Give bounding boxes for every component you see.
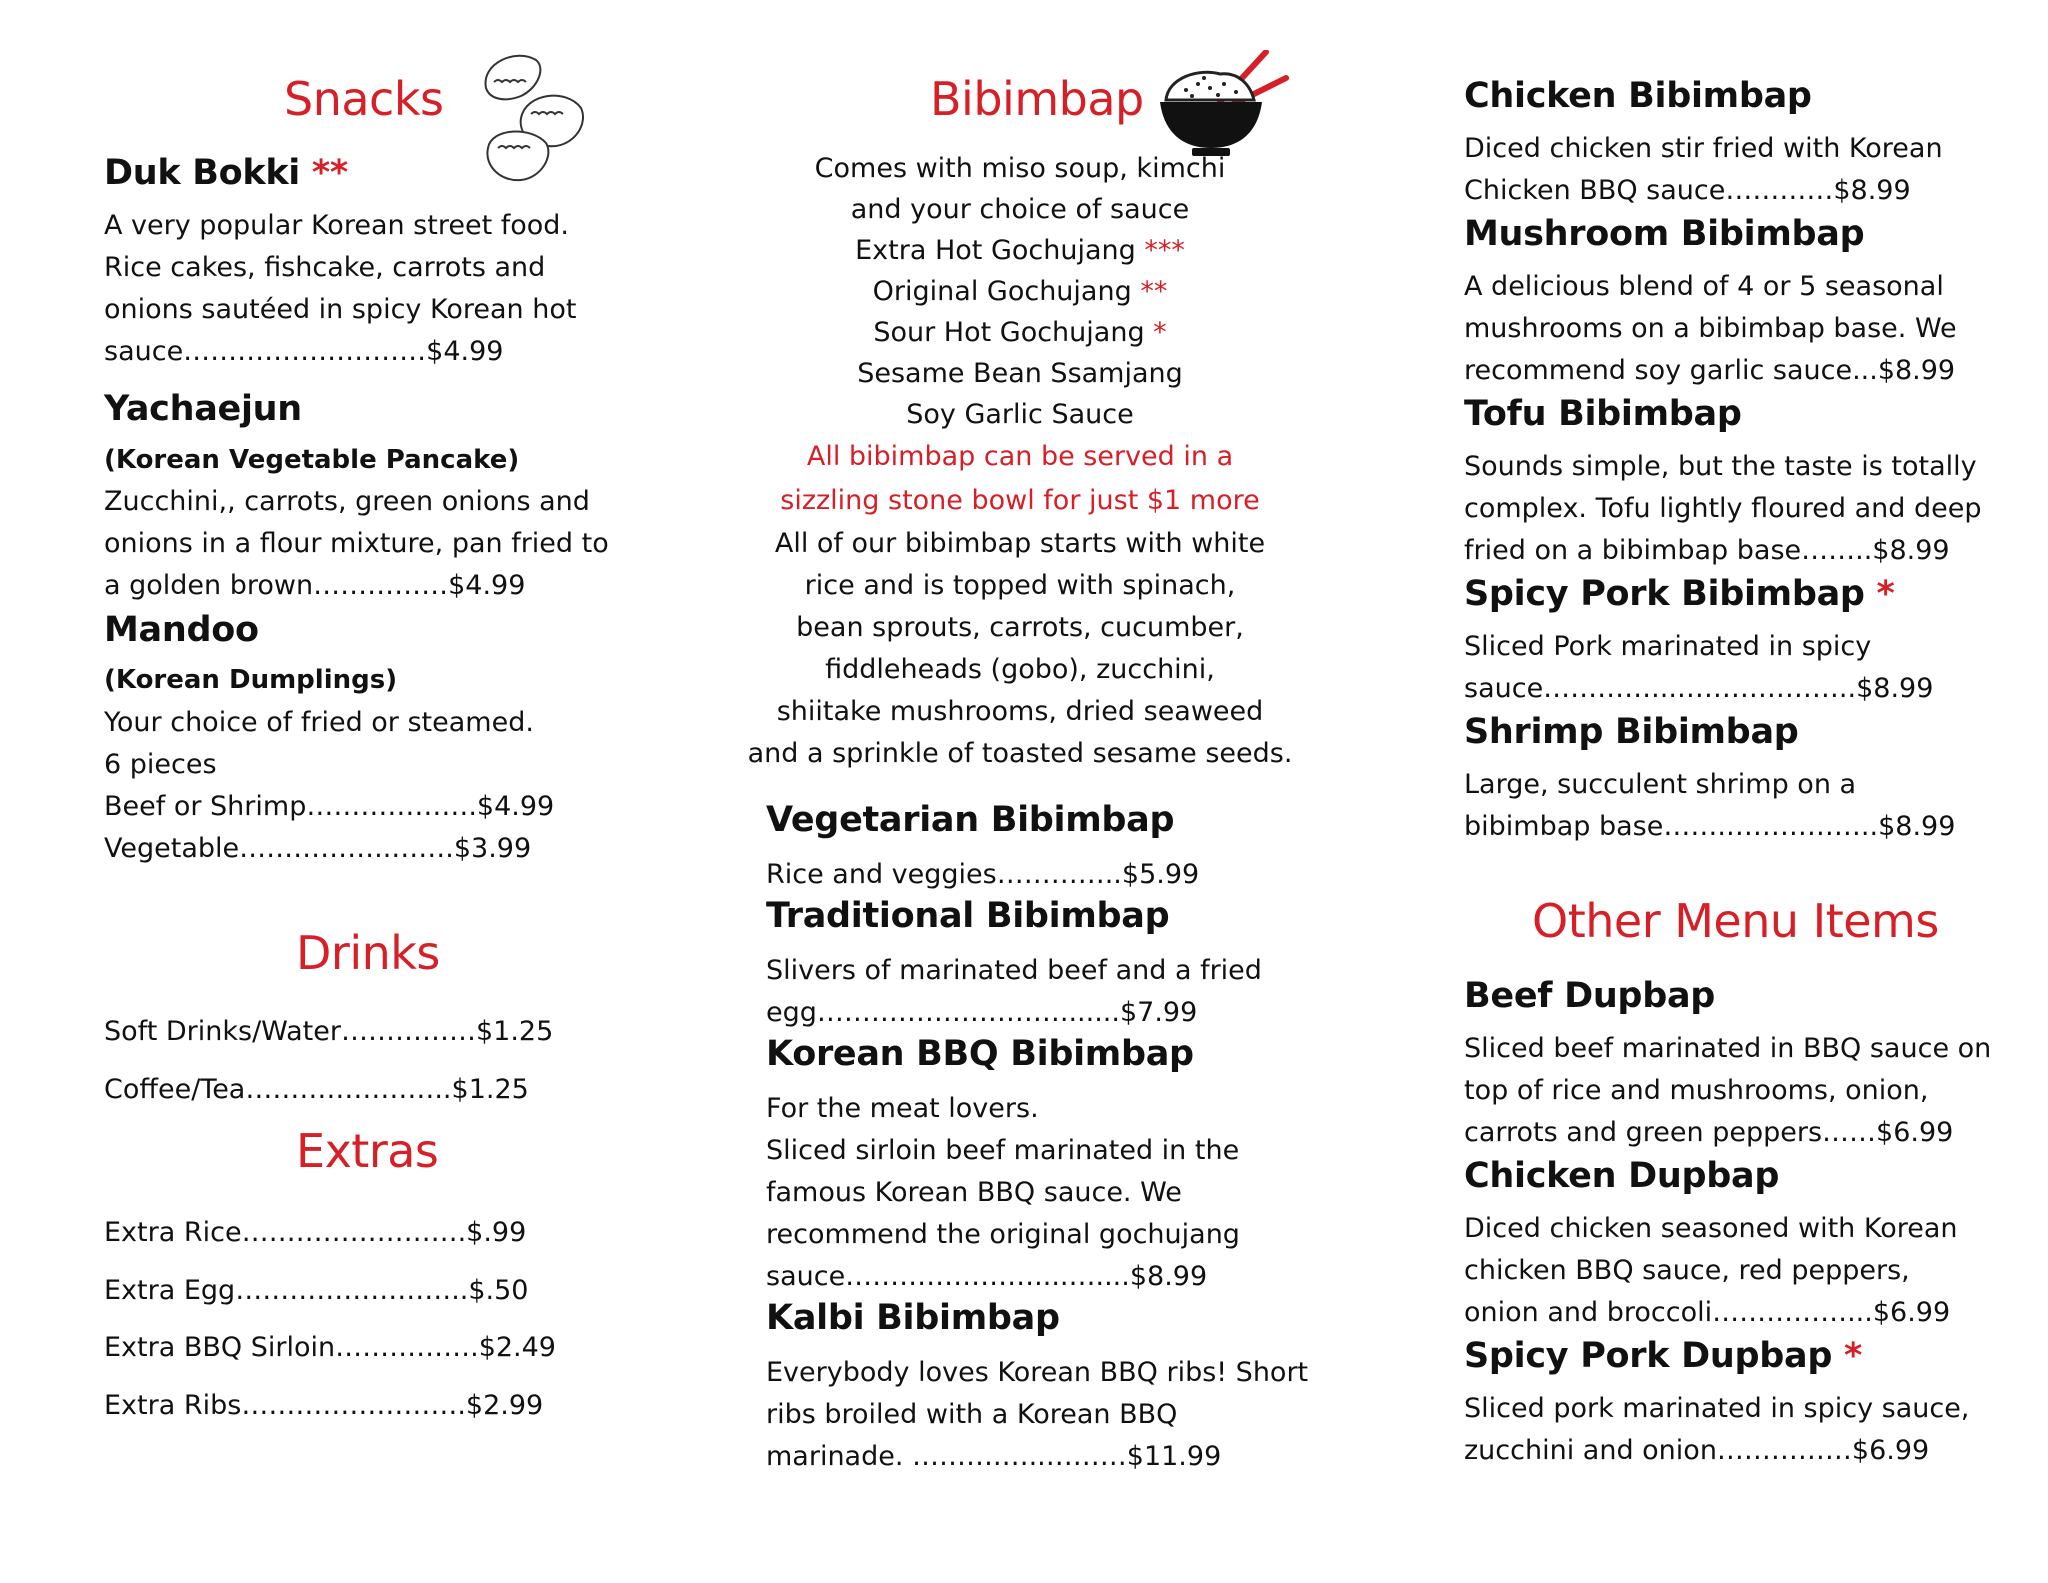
price-line: fried on a bibimbap base……..$8.99 xyxy=(1464,535,1950,566)
intro-text: Comes with miso soup, kimchi xyxy=(814,153,1226,184)
price-line: Extra Ribs…………………….$2.99 xyxy=(104,1389,544,1421)
price-line: Beef or Shrimp……………….$4.99 xyxy=(104,791,555,822)
beef-dupbap-title: Beef Dupbap xyxy=(1464,976,1716,1016)
price-line: egg……………………….......$7.99 xyxy=(766,997,1198,1028)
chicken-bibimbap-description xyxy=(1464,128,1943,212)
shrimp-bibimbap-title: Shrimp Bibimbap xyxy=(1464,712,1799,752)
spice-level: * xyxy=(1153,317,1167,348)
desc-line: A very popular Korean street food. xyxy=(104,210,569,241)
desc-line: top of rice and mushrooms, onion, xyxy=(1464,1075,1929,1106)
desc-line: Diced chicken stir fried with Korean xyxy=(1464,133,1943,164)
desc-line: 6 pieces xyxy=(104,749,217,780)
bibimbap-intro xyxy=(740,148,1300,775)
price-line: Rice and veggies…………..$5.99 xyxy=(766,859,1200,890)
price-line: Chicken BBQ sauce…………$8.99 xyxy=(1464,175,1911,206)
desc-line: Sliced sirloin beef marinated in the xyxy=(766,1135,1240,1166)
shrimp-bibimbap-description xyxy=(1464,764,1955,848)
spice-level: ** xyxy=(311,153,348,193)
vegetarian-bibimbap-title: Vegetarian Bibimbap xyxy=(766,800,1175,840)
desc-line: onions in a flour mixture, pan fried to xyxy=(104,528,609,559)
spicy-pork-bibimbap-name: Spicy Pork Bibimbap xyxy=(1464,574,1877,614)
tofu-bibimbap-description xyxy=(1464,446,1981,572)
intro-line xyxy=(740,189,1300,230)
extras-heading: Extras xyxy=(296,1124,439,1178)
spice-level: ** xyxy=(1140,276,1168,307)
desc-line: Sliced beef marinated in BBQ sauce on xyxy=(1464,1033,1992,1064)
price-line: sauce………………………$4.99 xyxy=(104,336,504,367)
price-line: Extra BBQ Sirloin…………….$2.49 xyxy=(104,1332,556,1363)
spicy-pork-dupbap-title xyxy=(1464,1336,1862,1376)
traditional-bibimbap-description xyxy=(766,950,1262,1034)
price-line: sauce…………………....…....$8.99 xyxy=(766,1261,1208,1292)
korean-bbq-bibimbap-title: Korean BBQ Bibimbap xyxy=(766,1034,1194,1074)
yachaejun-description xyxy=(104,481,609,607)
spice-level: * xyxy=(1876,574,1895,614)
desc-line: complex. Tofu lightly floured and deep xyxy=(1464,493,1982,524)
price-line: bibimbap base…….……………..$8.99 xyxy=(1464,811,1956,842)
desc-line: For the meat lovers. xyxy=(766,1093,1039,1124)
desc-line: mushrooms on a bibimbap base. We xyxy=(1464,313,1957,344)
base-line: shiitake mushrooms, dried seaweed xyxy=(776,696,1264,727)
tofu-bibimbap-title: Tofu Bibimbap xyxy=(1464,394,1742,434)
mushroom-bibimbap-description xyxy=(1464,266,1957,392)
mushroom-bibimbap-title: Mushroom Bibimbap xyxy=(1464,214,1865,254)
other-menu-items-heading: Other Menu Items xyxy=(1532,894,1939,948)
mandoo-title: Mandoo xyxy=(104,610,259,650)
price-line: onion and broccoli……………...$6.99 xyxy=(1464,1297,1951,1328)
desc-line: Zucchini,, carrots, green onions and xyxy=(104,486,590,517)
snacks-heading: Snacks xyxy=(284,72,444,126)
yachaejun-subtitle: (Korean Vegetable Pancake) xyxy=(104,445,520,475)
price-line: Extra Egg……………………..$.50 xyxy=(104,1274,529,1306)
desc-line: famous Korean BBQ sauce. We xyxy=(766,1177,1182,1208)
sauce-name: Original Gochujang xyxy=(872,276,1141,307)
drinks-list xyxy=(104,1003,553,1119)
sauce-name: Extra Hot Gochujang xyxy=(855,235,1145,266)
base-line: bean sprouts, carrots, cucumber, xyxy=(796,612,1244,643)
kalbi-bibimbap-description xyxy=(766,1352,1308,1478)
spice-level: * xyxy=(1843,1336,1862,1376)
desc-line: Sliced Pork marinated in spicy xyxy=(1464,631,1872,662)
sauce-name: Sour Hot Gochujang xyxy=(873,317,1154,348)
desc-line: recommend the original gochujang xyxy=(766,1219,1240,1250)
price-line: a golden brown……………$4.99 xyxy=(104,570,526,601)
base-line: rice and is topped with spinach, xyxy=(804,570,1236,601)
desc-line: Slivers of marinated beef and a fried xyxy=(766,955,1262,986)
base-line: and a sprinkle of toasted sesame seeds. xyxy=(747,738,1293,769)
desc-line: Rice cakes, fishcake, carrots and xyxy=(104,252,546,283)
spicy-pork-dupbap-description xyxy=(1464,1388,1969,1472)
price-line: Extra Rice…………………….$.99 xyxy=(104,1217,527,1248)
extras-list xyxy=(104,1204,556,1434)
stone-bowl-note: sizzling stone bowl for just $1 more xyxy=(780,485,1260,516)
mandoo-subtitle: (Korean Dumplings) xyxy=(104,665,398,695)
price-line: recommend soy garlic sauce...$8.99 xyxy=(1464,355,1956,386)
desc-line: Sliced pork marinated in spicy sauce, xyxy=(1464,1393,1970,1424)
traditional-bibimbap-title: Traditional Bibimbap xyxy=(766,896,1170,936)
desc-line: Sounds simple, but the taste is totally xyxy=(1464,451,1977,482)
bibimbap-heading: Bibimbap xyxy=(930,72,1144,126)
drinks-heading: Drinks xyxy=(296,926,440,980)
sauce-option xyxy=(740,312,1300,353)
beef-dupbap-description xyxy=(1464,1028,1991,1154)
sauce-option xyxy=(740,394,1300,435)
desc-line: Your choice of fried or steamed. xyxy=(104,707,534,738)
price-line: Soft Drinks/Water……………$1.25 xyxy=(104,1016,554,1047)
stone-bowl-note: All bibimbap can be served in a xyxy=(806,441,1234,472)
base-line: All of our bibimbap starts with white xyxy=(774,528,1266,559)
desc-line: onions sautéed in spicy Korean hot xyxy=(104,294,577,325)
spice-level: *** xyxy=(1144,235,1185,266)
spicy-pork-bibimbap-title xyxy=(1464,574,1895,614)
desc-line: chicken BBQ sauce, red peppers, xyxy=(1464,1255,1910,1286)
chicken-dupbap-description xyxy=(1464,1208,1958,1334)
duk-bokki-name: Duk Bokki xyxy=(104,153,301,193)
desc-line: A delicious blend of 4 or 5 seasonal xyxy=(1464,271,1944,302)
kalbi-bibimbap-title: Kalbi Bibimbap xyxy=(766,1298,1060,1338)
chicken-bibimbap-title: Chicken Bibimbap xyxy=(1464,76,1812,116)
sauce-option xyxy=(740,353,1300,394)
price-line: sauce…………...………………..$8.99 xyxy=(1464,673,1934,704)
intro-line xyxy=(740,148,1300,189)
dumplings-icon xyxy=(476,48,594,188)
chicken-dupbap-title: Chicken Dupbap xyxy=(1464,1156,1780,1196)
price-line: zucchini and onion……………$6.99 xyxy=(1464,1435,1930,1466)
desc-line: Large, succulent shrimp on a xyxy=(1464,769,1857,800)
spicy-pork-dupbap-name: Spicy Pork Dupbap xyxy=(1464,1336,1844,1376)
desc-line: Everybody loves Korean BBQ ribs! Short xyxy=(766,1357,1309,1388)
duk-bokki-title xyxy=(104,153,348,193)
base-line: fiddleheads (gobo), zucchini, xyxy=(825,654,1215,685)
desc-line: ribs broiled with a Korean BBQ xyxy=(766,1399,1178,1430)
price-line: marinade. ……….…..………$11.99 xyxy=(766,1441,1222,1472)
sauce-name: Sesame Bean Ssamjang xyxy=(857,358,1183,389)
spicy-pork-bibimbap-description xyxy=(1464,626,1933,710)
desc-line: Diced chicken seasoned with Korean xyxy=(1464,1213,1958,1244)
sauce-option xyxy=(740,230,1300,271)
sauce-option xyxy=(740,271,1300,312)
duk-bokki-description xyxy=(104,205,576,373)
vegetarian-bibimbap-description xyxy=(766,854,1199,896)
mandoo-description xyxy=(104,702,554,870)
price-line: Coffee/Tea…………………..$1.25 xyxy=(104,1074,529,1105)
korean-bbq-bibimbap-description xyxy=(766,1088,1240,1298)
intro-text: and your choice of sauce xyxy=(850,194,1190,225)
price-line: carrots and green peppers……$6.99 xyxy=(1464,1117,1954,1148)
sauce-name: Soy Garlic Sauce xyxy=(906,399,1134,430)
rice-bowl-chopsticks-icon xyxy=(1158,50,1290,162)
price-line: Vegetable……………..…….$3.99 xyxy=(104,833,532,864)
yachaejun-title: Yachaejun xyxy=(104,389,302,429)
